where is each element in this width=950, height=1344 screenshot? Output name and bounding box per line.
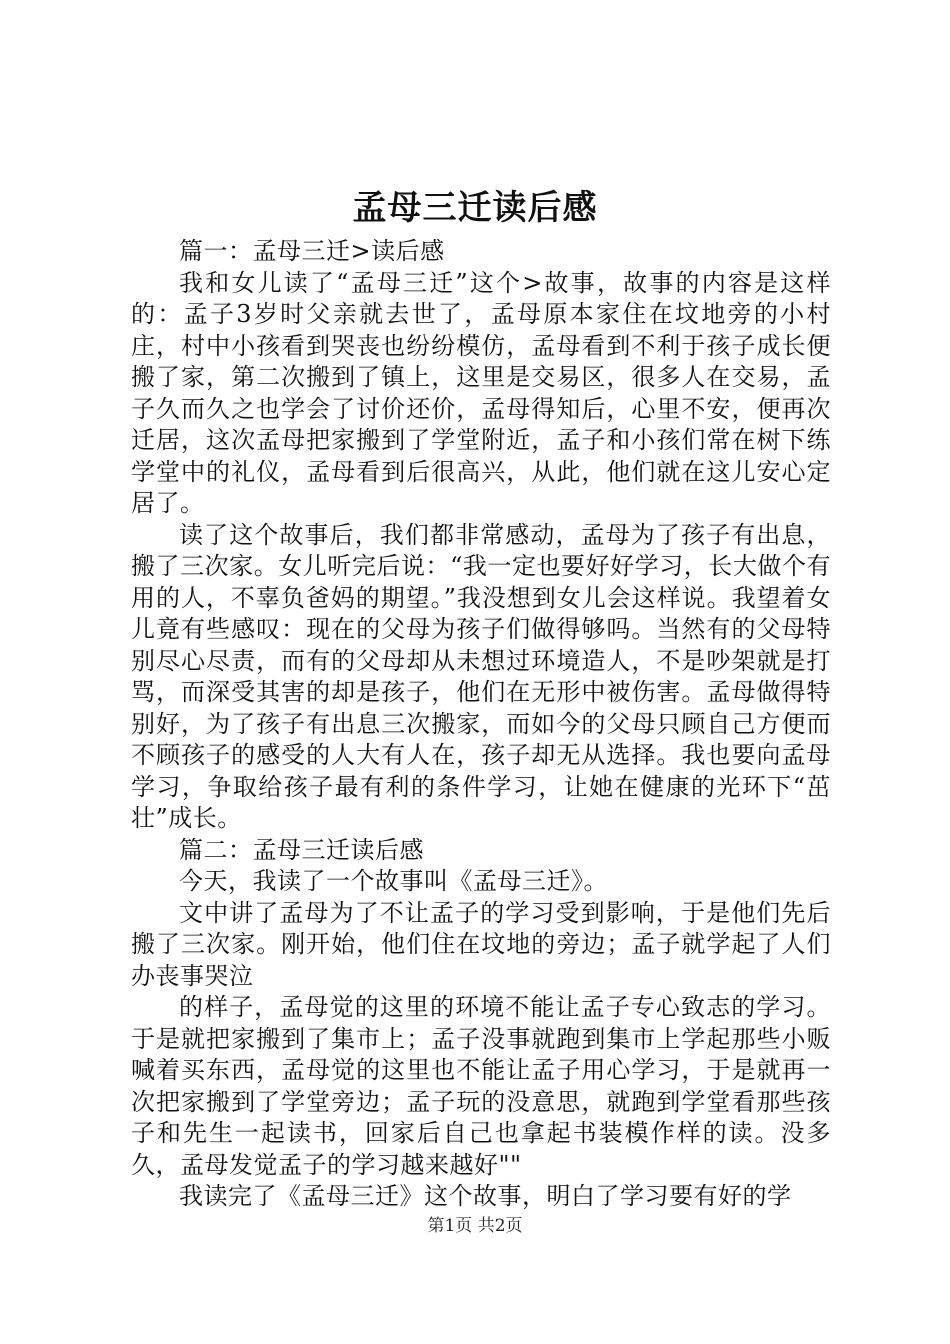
- paragraph: 今天，我读了一个故事叫《孟母三迁》。: [179, 867, 608, 895]
- paragraph: 篇二：孟母三迁读后感: [179, 835, 424, 864]
- paragraph: 我读完了《孟母三迁》这个故事，明白了学习要有好的学: [179, 1182, 792, 1210]
- page-title: 孟母三迁读后感: [352, 188, 598, 228]
- document-body: [131, 236, 831, 1213]
- paragraph: 篇一：孟母三迁>读后感: [179, 237, 445, 265]
- paragraph: 我和女儿读了“孟母三迁”这个>故事，故事的内容是这样的：孟子3岁时父亲就去世了，孟母原本家住在坟地旁的小村庄，村中小孩看到哭丧也纷纷模仿，孟母看到不利于孩子成长便搬了家，第二次搬到了镇上，这里是交易区，很多人在交易，孟子久而久之也学会了讨价还价，孟母得知后，心里不安，便再次迁居，这次孟母把家搬到了学堂附近，孟子和小孩们常在树下练学堂中的礼仪，孟母看到后很高兴，从此，他们就在这儿安心定居了。: [131, 268, 831, 517]
- paragraph: 读了这个故事后，我们都非常感动，孟母为了孩子有出息，搬了三次家。女儿听完后说：“我一定也要好好学习，长大做个有用的人，不辜负爸妈的期望。”我没想到女儿会这样说。我望着女儿竟有些感叹：现在的父母为孩子们做得够吗。当然有的父母特别尽心尽责，而有的父母却从未想过环境造人，不是吵架就是打骂，而深受其害的却是孩子，他们在无形中被伤害。孟母做得特别好，为了孩子有出息三次搬家，而如今的父母只顾自己方便而不顾孩子的感受的人大有人在，孩子却无从选择。我也要向孟母学习，争取给孩子最有利的条件学习，让她在健康的光环下“茁壮”成长。: [131, 520, 831, 832]
- paragraph: 文中讲了孟母为了不让孟子的学习受到影响，于是他们先后搬了三次家。刚开始，他们住在坟地的旁边；孟子就学起了人们办丧事哭泣: [131, 898, 831, 990]
- paragraph: 的样子，孟母觉的这里的环境不能让孟子专心致志的学习。于是就把家搬到了集市上；孟子没事就跑到集市上学起那些小贩喊着买东西，孟母觉的这里也不能让孟子用心学习，于是就再一次把家搬到了学堂旁边；孟子玩的没意思，就跑到学堂看那些孩子和先生一起读书，回家后自己也拿起书装模作样的读。没多久，孟母发觉孟子的学习越来越好"": [131, 993, 831, 1179]
- page-footer: 第1页 共2页: [427, 1216, 523, 1236]
